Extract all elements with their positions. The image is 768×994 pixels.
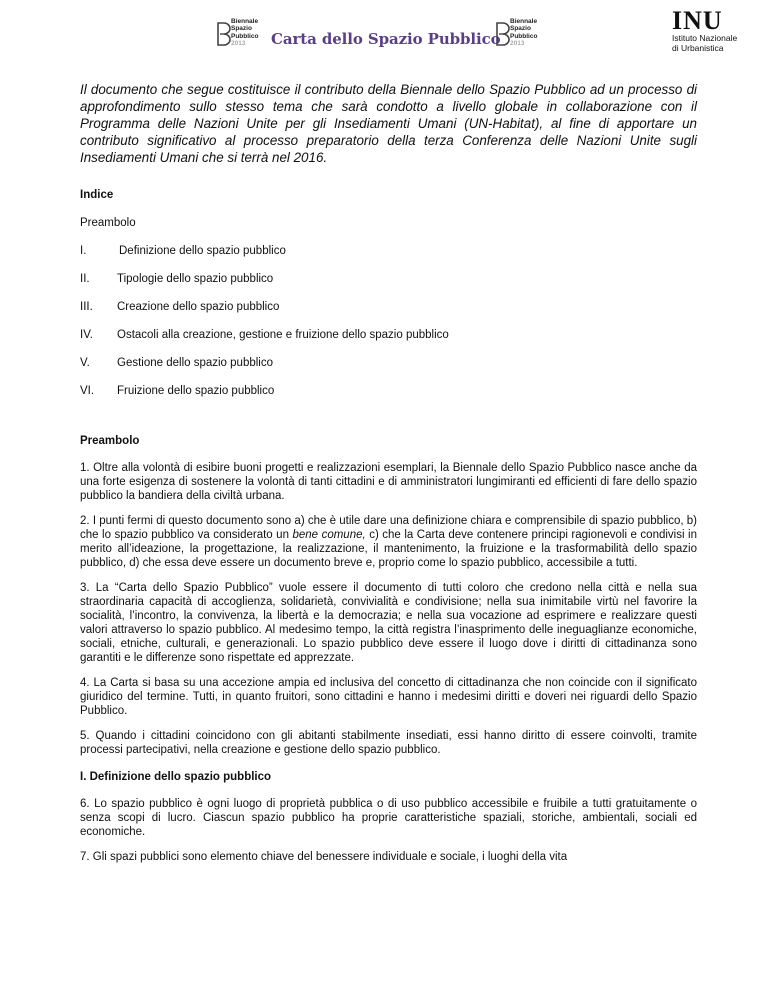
index-item [80, 384, 697, 398]
index-item [80, 356, 697, 370]
inu-line2: di Urbanistica [672, 42, 724, 53]
index-label: Definizione dello spazio pubblico [119, 245, 286, 257]
preambolo-heading: Preambolo [80, 435, 140, 447]
paragraph-6: 6. Lo spazio pubblico è ogni luogo di proprietà pubblica o di uso pubblico accessibile e fruibile a tutti gratuitamente o senza scopi di lucro. Ciascun spazio pubblico ha proprie caratteristiche spaziali, storiche, ambientali, sociali ed economiche. [80, 798, 697, 838]
logo-line: Pubblico [510, 32, 538, 40]
index-number: I. [80, 245, 87, 257]
document-title: Carta dello Spazio Pubblico [271, 30, 501, 48]
logo-year: 2013 [231, 40, 246, 48]
document-body [80, 188, 697, 864]
index-label: Creazione dello spazio pubblico [117, 301, 280, 313]
logo-line: Spazio [510, 25, 531, 33]
index-label: Fruizione dello spazio pubblico [117, 385, 275, 397]
index-label: Tipologie dello spazio pubblico [117, 273, 274, 285]
logo-year: 2013 [510, 40, 525, 48]
section-1-heading: I. Definizione dello spazio pubblico [80, 771, 272, 783]
paragraph-1: 1. Oltre alla volontà di esibire buoni progetti e realizzazioni esemplari, la Biennale dello Spazio Pubblico nasce anche da una forte esigenza di sostenere la volontà di tanti cittadini e di amministratori lungimiranti ed efficienti di fare dello spazio pubblico la bandiera della civiltà urbana. [80, 462, 697, 502]
biennale-logo-left [217, 18, 269, 50]
paragraph-5: 5. Quando i cittadini coincidono con gli abitanti stabilmente insediati, essi hanno diritto di essere coinvolti, tramite processi partecipativi, nella creazione e gestione dello spazio pubblico. [80, 730, 697, 756]
index-number: III. [80, 301, 93, 313]
paragraph-2 [80, 514, 697, 570]
index-number: II. [80, 273, 90, 285]
index-item [80, 272, 697, 286]
intro-paragraph: Il documento che segue costituisce il contributo della Biennale dello Spazio Pubblico ad un processo di approfondimento sullo stesso tema che sarà condotto a livello globale in collaborazione con il Programma delle Nazioni Unite per gli Insediamenti Umani (UN-Habitat), al fine di apportare un contributo significativo al processo preparatorio della terza Conferenza delle Nazioni Unite sugli Insediamenti Umani che si terrà nel 2016. [80, 82, 697, 165]
index-preamble: Preambolo [80, 217, 136, 229]
logo-line: Spazio [231, 25, 252, 33]
paragraph-2-part-b: c) che la Carta deve contenere principi ragionevoli e condivisi in merito all’ideazione, la progettazione, la realizzazione, il mantenimento, la fruizione e la trasformabilità dello spazio pubblico, d) che essa deve essere un documento breve e, proprio come lo spazio pubblico, accessibile a tutti. [80, 529, 697, 569]
index-number: IV. [80, 329, 94, 341]
paragraph-4: 4. La Carta si basa su una accezione ampia ed inclusiva del concetto di cittadinanza che non coincide con il significato giuridico del termine. Tutti, in quanto fruitori, sono cittadini e hanno i medesimi diritti e doveri nei riguardi dello Spazio Pubblico. [80, 677, 697, 717]
page-header [0, 0, 768, 60]
logo-line: Biennale [231, 18, 259, 25]
index-item [80, 244, 697, 258]
inu-line1: Istituto Nazionale [672, 33, 738, 43]
paragraph-3: 3. La “Carta dello Spazio Pubblico” vuole essere il documento di tutti coloro che credono nella città e nella sua straordinaria capacità di accoglienza, solidarietà, convivialità e condivisione; nella sua inimitabile virtù nel favorire la socialità, l’incontro, la convivenza, la libertà e la democrazia; e nella sua vocazione ad esprimere e realizzare questi valori attraverso lo spazio pubblico. Al medesimo tempo, la città registra l’inasprimento delle ineguaglianze economiche, sociali, etniche, culturali, e generazionali. Lo spazio pubblico deve essere il luogo dove i diritti di cittadinanza sono garantiti e le differenze sono rispettate ed apprezzate. [80, 582, 697, 664]
paragraph-2-part-a: 2. I punti fermi di questo documento sono a) che è utile dare una definizione chiara e comprensibile di spazio pubblico, b) che lo spazio pubblico va considerato un [80, 515, 697, 541]
index-number: V. [80, 357, 90, 369]
index-item [80, 328, 697, 342]
paragraph-7: 7. Gli spazi pubblici sono elemento chiave del benessere individuale e sociale, i luoghi della vita [80, 851, 568, 863]
inu-logo [672, 6, 752, 58]
index-label: Ostacoli alla creazione, gestione e fruizione dello spazio pubblico [117, 329, 449, 341]
bene-comune-emphasis: bene comune, [292, 529, 366, 541]
index-heading: Indice [80, 189, 114, 201]
logo-line: Pubblico [231, 32, 259, 40]
index-item [80, 300, 697, 314]
biennale-logo-right [496, 18, 548, 50]
logo-line: Biennale [510, 18, 538, 25]
inu-acronym: INU [672, 6, 723, 35]
index-label: Gestione dello spazio pubblico [117, 357, 273, 369]
index-number: VI. [80, 385, 95, 397]
